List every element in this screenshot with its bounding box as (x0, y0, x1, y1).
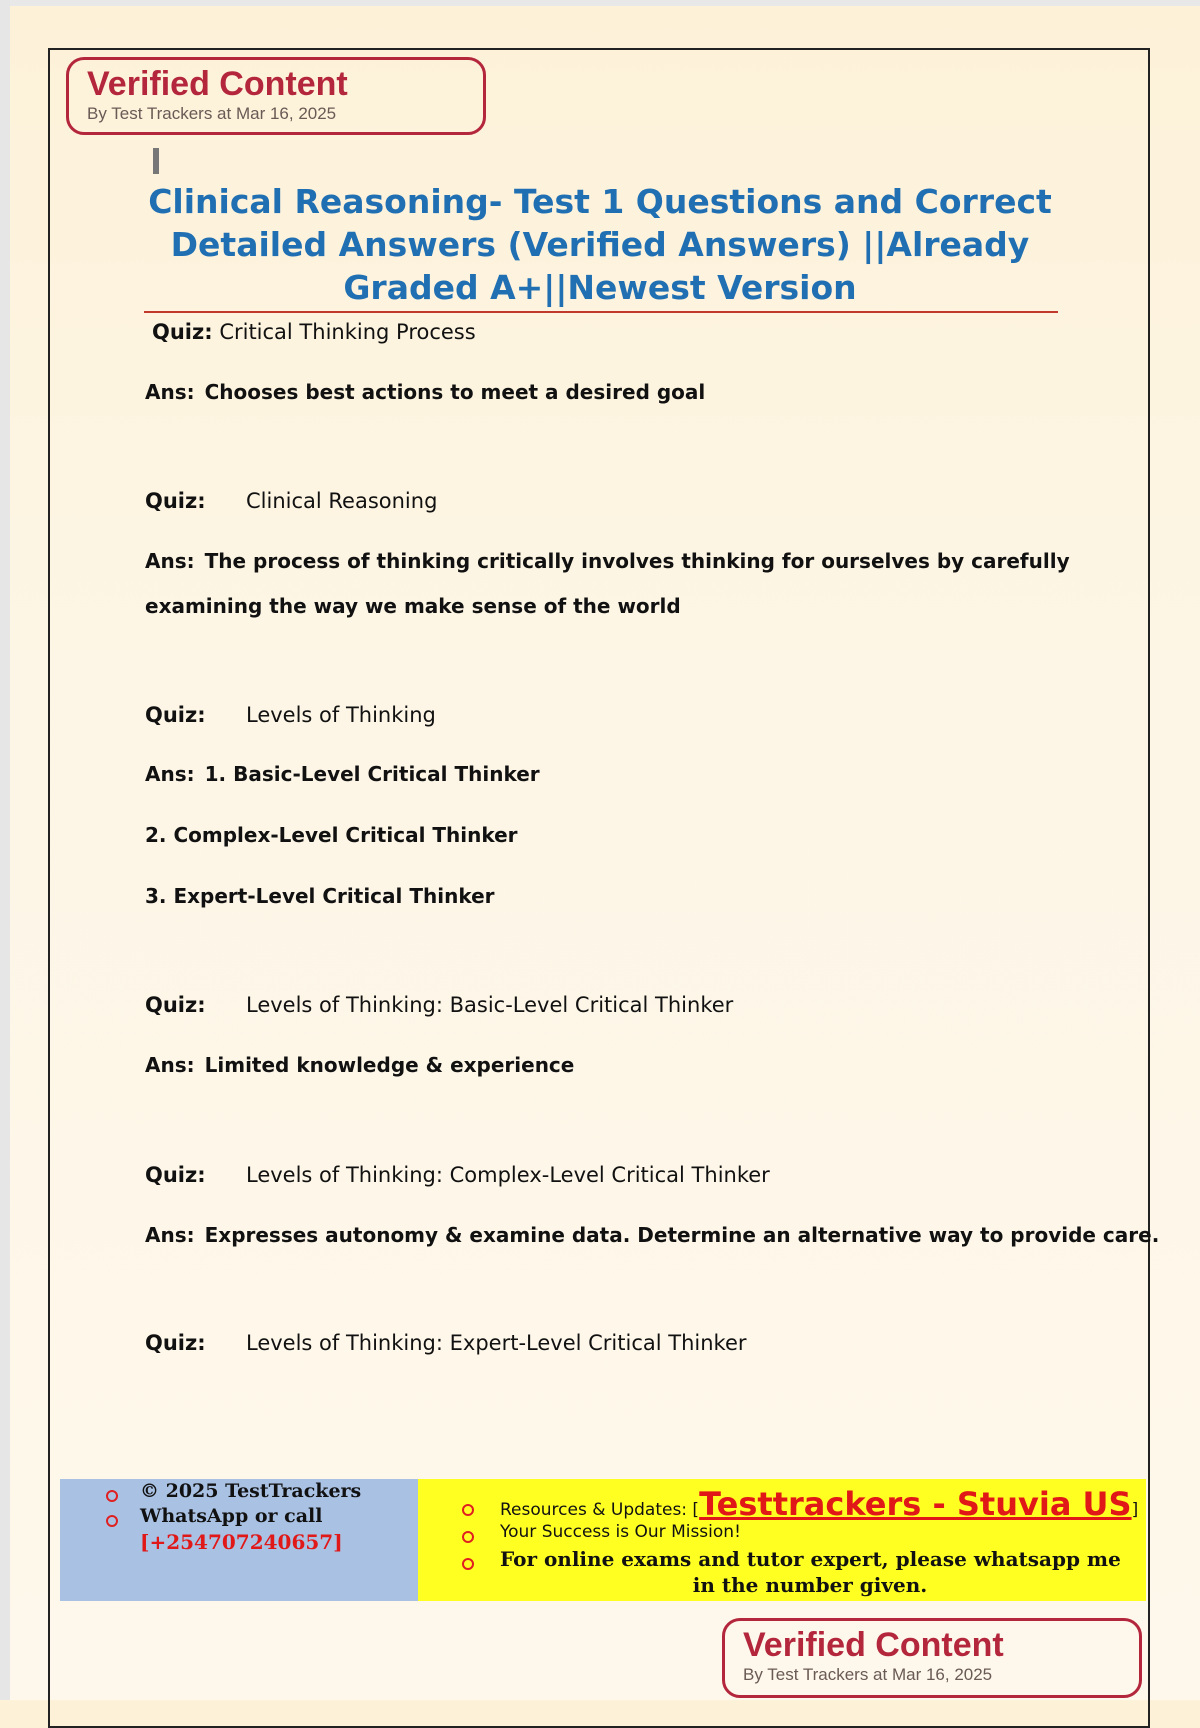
footer-whatsapp-label: WhatsApp or call (140, 1505, 323, 1527)
stamp-title: Verified Content (87, 65, 348, 103)
answer-label: Ans: (145, 1053, 195, 1077)
quiz-answer (145, 1051, 574, 1079)
answer-label: Ans: (145, 380, 195, 404)
quiz-question (145, 1161, 770, 1189)
quiz-question (145, 487, 437, 515)
quiz-label: Quiz: (152, 320, 213, 344)
footer-copyright: © 2025 TestTrackers (140, 1480, 362, 1502)
bullet-icon (462, 1558, 474, 1570)
verified-stamp-bottom (722, 1618, 1142, 1698)
stamp-subtitle: By Test Trackers at Mar 16, 2025 (87, 104, 337, 123)
quiz-answer-continued (145, 882, 495, 910)
answer-label: Ans: (145, 1223, 195, 1247)
quiz-label: Quiz: (145, 489, 206, 513)
quiz-text: Levels of Thinking: Expert-Level Critical Thinker (246, 1331, 747, 1355)
window-left-edge (0, 0, 10, 1700)
window-top-edge (0, 0, 1200, 6)
bullet-icon (462, 1504, 474, 1516)
answer-label: Ans: (145, 762, 195, 786)
answer-text: The process of thinking critically involves thinking for ourselves by carefully (204, 549, 1070, 573)
quiz-answer (145, 760, 540, 788)
stamp-title: Verified Content (743, 1626, 1004, 1664)
answer-text: Chooses best actions to meet a desired goal (204, 380, 706, 404)
answer-text: examining the way we make sense of the world (145, 594, 681, 618)
quiz-label: Quiz: (145, 1163, 206, 1187)
quiz-question (145, 1329, 747, 1357)
text-cursor (153, 148, 159, 174)
verified-stamp-top (66, 57, 486, 135)
quiz-answer (145, 547, 1070, 575)
title-underline (144, 311, 1058, 313)
document-title (140, 180, 1060, 309)
stamp-subtitle: By Test Trackers at Mar 16, 2025 (743, 1665, 993, 1684)
quiz-answer-continued (145, 592, 681, 620)
resources-line (500, 1485, 1138, 1523)
quiz-label: Quiz: (145, 703, 206, 727)
answer-label: Ans: (145, 549, 195, 573)
footer-tutor-line1: For online exams and tutor expert, please whatsapp me (500, 1547, 1121, 1571)
footer-contact-box (60, 1479, 418, 1601)
answer-text: 2. Complex-Level Critical Thinker (145, 823, 518, 847)
resources-label: Resources & Updates: [ (500, 1500, 700, 1520)
answer-text: Expresses autonomy & examine data. Determine an alternative way to provide care. (204, 1223, 1160, 1247)
bullet-icon (106, 1515, 118, 1527)
title-line: Graded A+||Newest Version (343, 268, 857, 307)
answer-text: Limited knowledge & experience (204, 1053, 575, 1077)
quiz-label: Quiz: (145, 993, 206, 1017)
footer-mission: Your Success is Our Mission! (500, 1522, 741, 1542)
quiz-question (152, 318, 476, 346)
quiz-text: Clinical Reasoning (246, 489, 438, 513)
bullet-icon (106, 1490, 118, 1502)
quiz-text: Levels of Thinking: Basic-Level Critical Thinker (246, 993, 734, 1017)
title-line: Detailed Answers (Verified Answers) ||Already (170, 225, 1030, 264)
quiz-label: Quiz: (145, 1331, 206, 1355)
resources-close: ] (1131, 1500, 1139, 1520)
quiz-text: Critical Thinking Process (219, 320, 476, 344)
quiz-question (145, 701, 436, 729)
quiz-text: Levels of Thinking (246, 703, 436, 727)
footer-tutor-line2: in the number given. (692, 1573, 928, 1597)
quiz-answer (145, 378, 705, 406)
quiz-answer (145, 1221, 1159, 1249)
footer-phone[interactable]: [+254707240657] (140, 1530, 343, 1554)
answer-text: 3. Expert-Level Critical Thinker (145, 884, 495, 908)
title-line: Clinical Reasoning- Test 1 Questions and Correct (148, 182, 1052, 221)
footer-resources-box (418, 1479, 1146, 1601)
quiz-answer-continued (145, 821, 518, 849)
bullet-icon (462, 1531, 474, 1543)
stuvia-link[interactable]: Testtrackers - Stuvia US (699, 1485, 1132, 1523)
quiz-text: Levels of Thinking: Complex-Level Critical Thinker (246, 1163, 770, 1187)
quiz-question (145, 991, 733, 1019)
answer-text: 1. Basic-Level Critical Thinker (204, 762, 540, 786)
